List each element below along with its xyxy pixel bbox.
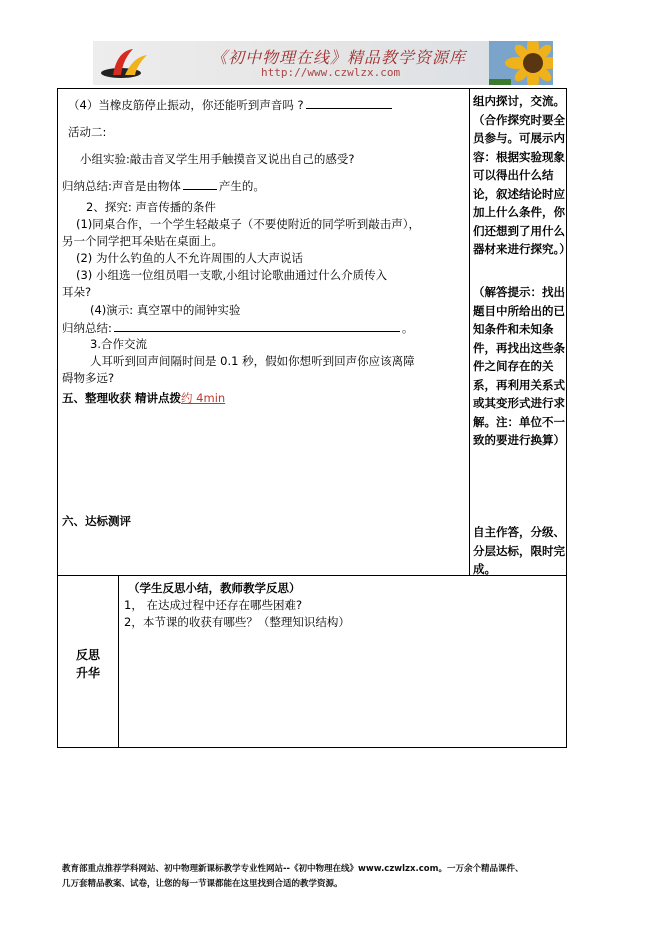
page-footer	[62, 862, 622, 892]
reflection-item-1: 1， 在达成过程中还存在哪些困难?	[124, 598, 303, 612]
summary-line-1: 归纳总结:声音是由物体 产生的。	[62, 179, 265, 193]
activity-2-heading: 活动二:	[68, 125, 107, 139]
summary-line-2: 归纳总结: 。	[62, 321, 414, 335]
header-banner	[93, 41, 553, 85]
banner-url: http://www.czwlzx.com	[261, 66, 401, 79]
summary-blank	[114, 319, 400, 332]
guidance-note-1: 组内探讨，交流。（合作探究时要全员参与。可展示内容：根据实验现象可以得出什么结论，叙述结论时应加上什么条件，你们还想到了用什么器材来进行探究。）	[473, 94, 571, 256]
explore-item-4: (4)演示: 真空罩中的闹钟实验	[90, 303, 241, 317]
reflection-label: 反思 升华	[75, 648, 100, 680]
reflection-content	[124, 580, 350, 631]
footer-line-1: 教育部重点推荐学科网站、初中物理新课标教学专业性网站--《初中物理在线》www.czwlzx.com。一万余个精品课件、	[62, 864, 524, 874]
echo-question: 人耳听到回声间隔时间是 0.1 秒，假如你想听到回声你应该离障	[90, 354, 415, 368]
answer-blank	[306, 96, 392, 109]
footer-line-2: 几万套精品教案、试卷，让您的每一节课都能在这里找到合适的教学资源。	[62, 879, 343, 889]
explore-item-2: (2) 为什么钓鱼的人不允许周围的人大声说话	[76, 251, 303, 265]
guidance-note-2: （解答提示：找出题目中所给出的已知条件和未知条件，再找出这些条件之间存在的关系，再利用关系式或其变形式进行求解。注：单位不一致的要进行换算）	[473, 285, 565, 447]
explore-item-1: (1)同桌合作，一个学生轻敲桌子（不要使附近的同学听到敲击声），	[76, 217, 421, 231]
logo-icon	[99, 45, 157, 81]
guidance-note-3: 自主作答，分级、分层达标，限时完成。	[473, 525, 565, 576]
group-experiment: 小组实验:敲击音叉学生用手触摸音叉说出自己的感受?	[80, 152, 355, 166]
explore-item-3-cont: 耳朵?	[62, 285, 92, 299]
sunflower-icon	[489, 41, 553, 85]
section-5-time: 约 4min	[181, 391, 226, 405]
explore-heading: 2、探究: 声音传播的条件	[86, 200, 216, 214]
section-6-heading: 六、达标测评	[62, 514, 131, 528]
echo-question-cont: 碍物多远?	[62, 371, 115, 385]
section-5-heading: 五、整理收获 精讲点拨约 4min	[62, 391, 226, 405]
column-divider	[118, 576, 119, 747]
column-divider	[469, 89, 470, 575]
explore-item-1-cont: 另一个同学把耳朵贴在桌面上。	[62, 234, 223, 248]
lesson-table	[57, 88, 571, 576]
banner-title: 《初中物理在线》精品教学资源库	[211, 48, 467, 67]
reflection-table	[57, 576, 567, 748]
reflection-item-2: 2，本节课的收获有哪些？（整理知识结构）	[124, 615, 350, 629]
reflection-header: （学生反思小结，教师教学反思）	[128, 581, 301, 595]
fill-blank	[183, 177, 217, 190]
question-4-line: （4）当橡皮筋停止振动，你还能听到声音吗 ?	[68, 96, 392, 114]
explore-item-3: (3) 小组选一位组员唱一支歌,小组讨论歌曲通过什么介质传入	[76, 268, 388, 282]
cooperate-heading: 3.合作交流	[90, 337, 147, 351]
